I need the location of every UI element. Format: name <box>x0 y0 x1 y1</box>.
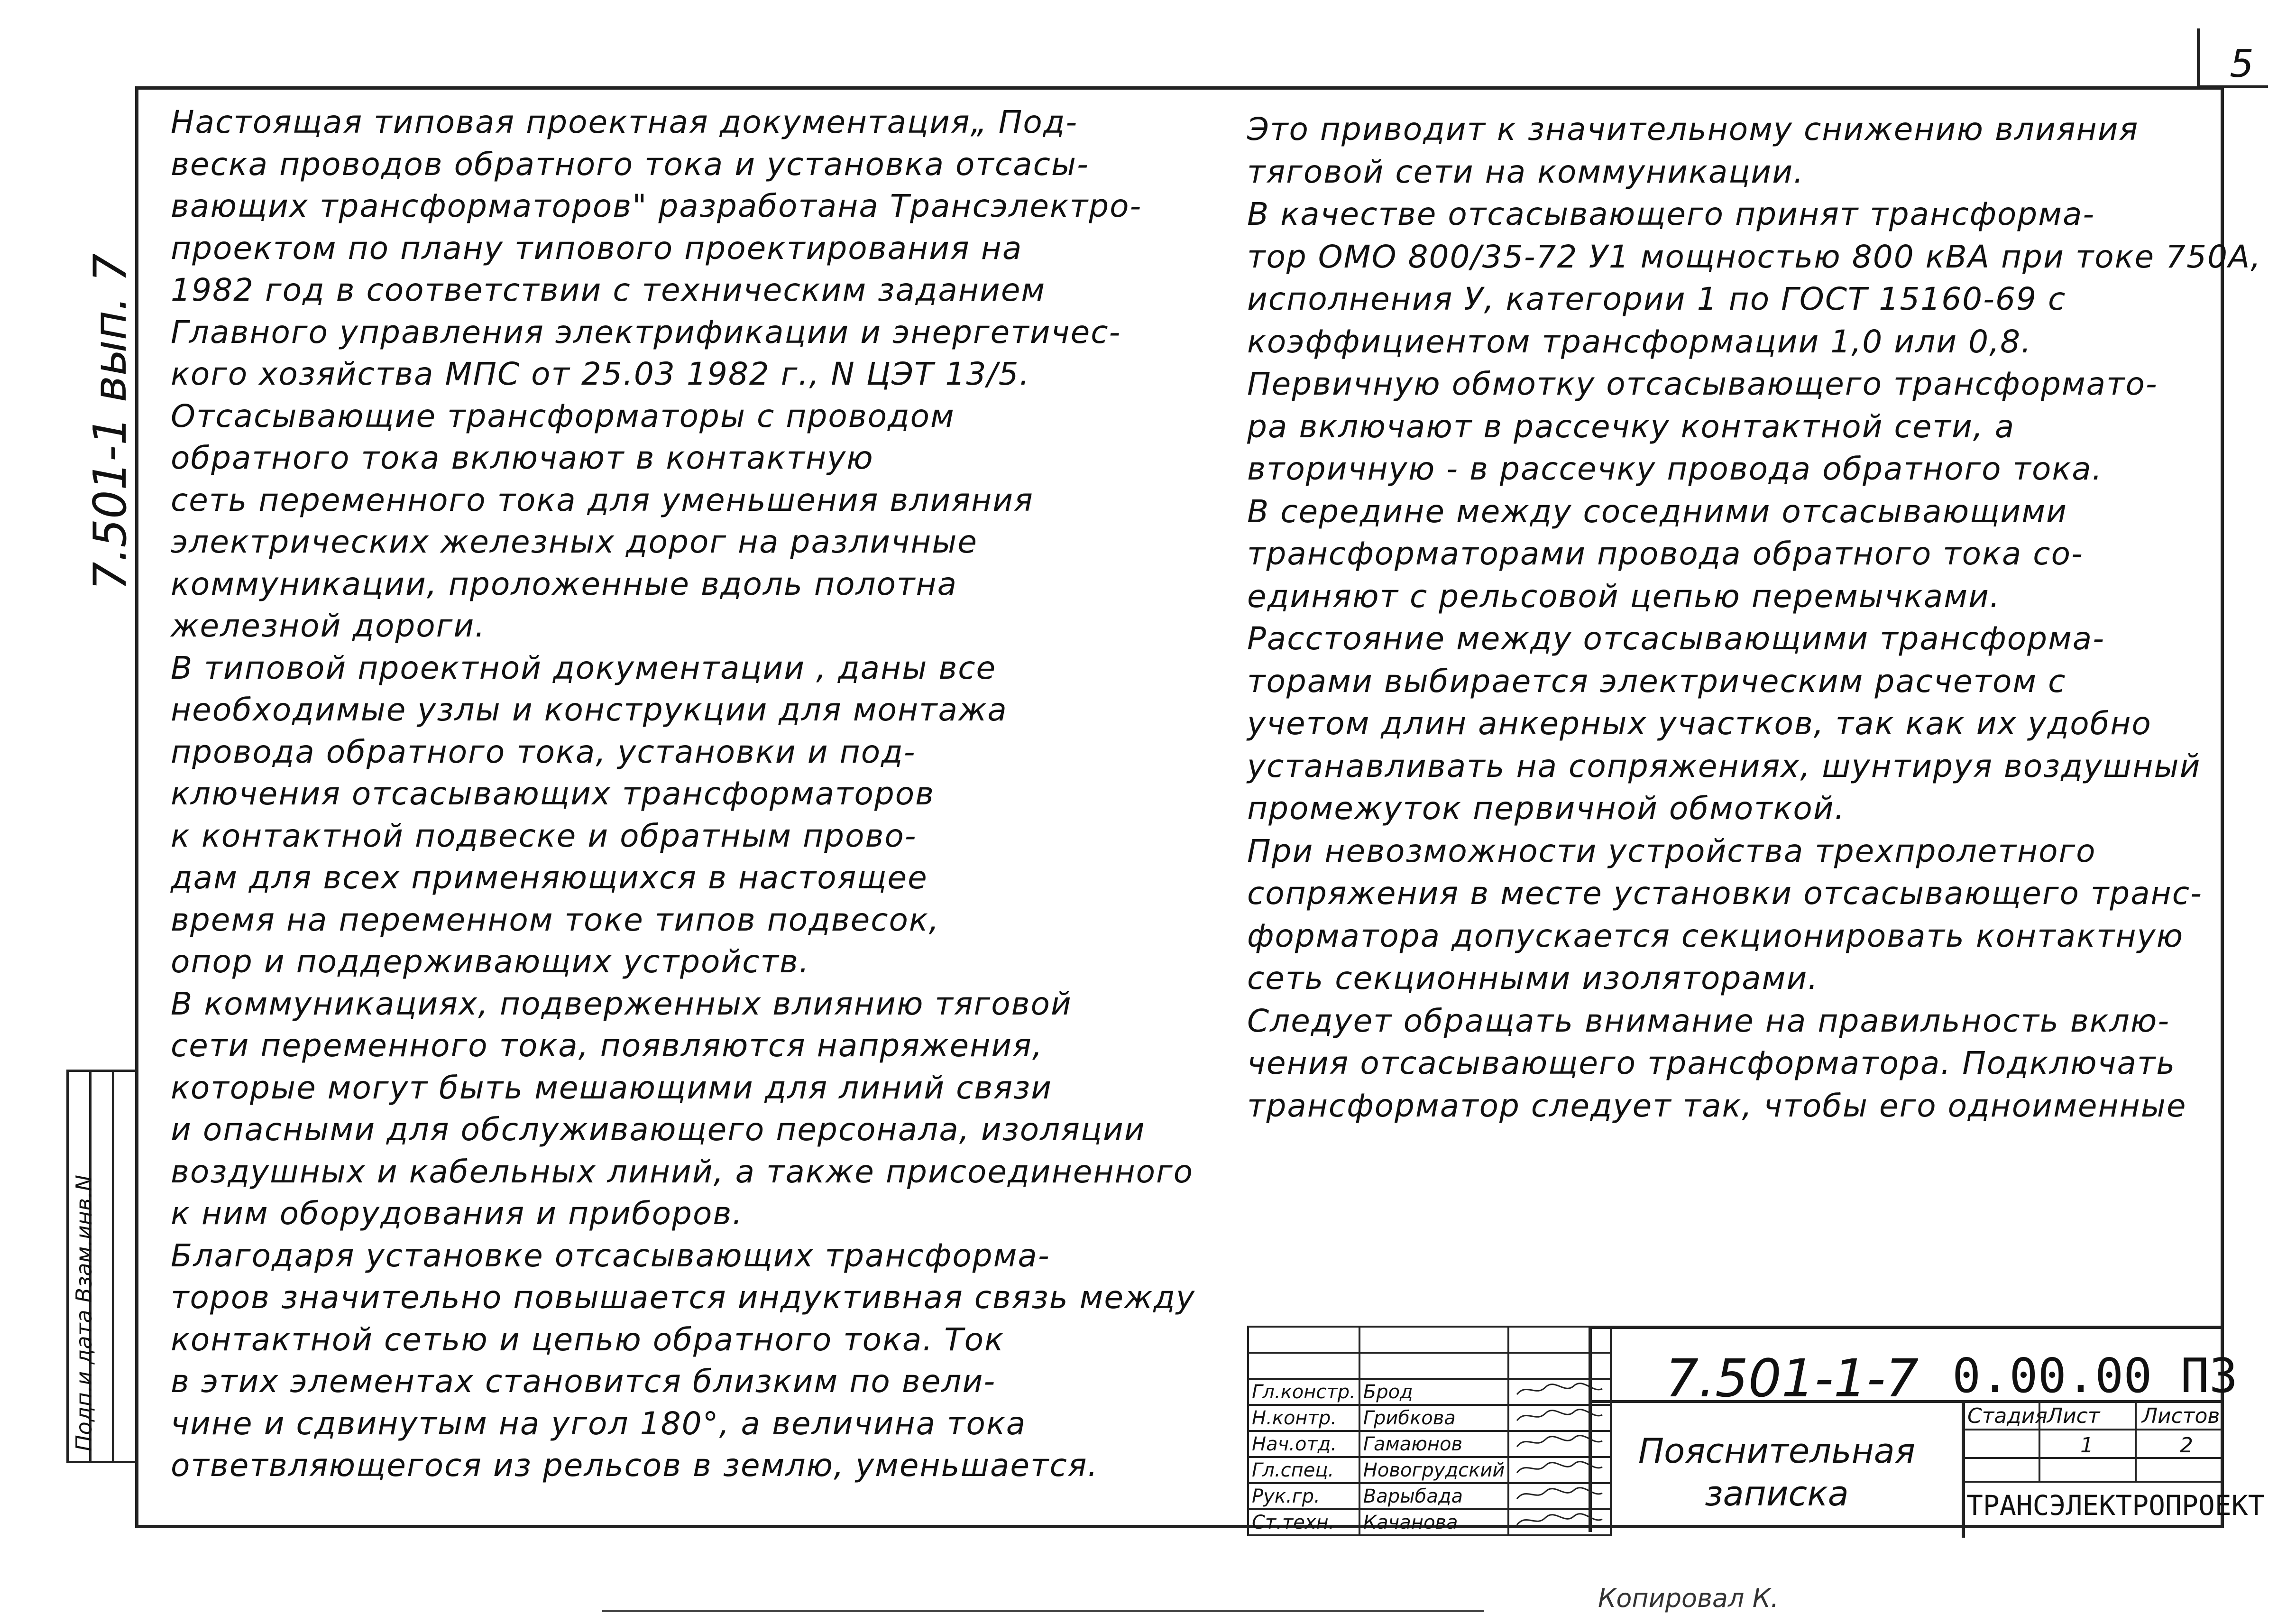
text-line: коэффициентом трансформации 1,0 или 0,8. <box>1247 323 2032 360</box>
signature-table <box>1247 1326 1612 1536</box>
text-line: Главного управления электрификации и энергетичес- <box>171 314 1121 351</box>
signature-role: Гл.констр. <box>1248 1379 1359 1405</box>
stamp-title-line2: записка <box>1705 1474 1849 1513</box>
text-line: время на переменном токе типов подвесок, <box>171 901 940 938</box>
signature-name: Качанова <box>1359 1509 1508 1535</box>
sheets-label: Листов <box>2142 1404 2220 1428</box>
stamp-signatures <box>1247 1326 1589 1532</box>
signature-row <box>1248 1379 1611 1405</box>
text-line: Расстояние между отсасывающими трансформа- <box>1247 620 2105 657</box>
margin-doc-code: 7.501-1 вып. 7 <box>84 253 137 591</box>
text-line: Это приводит к значительному снижению влияния <box>1247 111 2139 148</box>
sheets-value: 2 <box>2180 1433 2193 1458</box>
signature-row <box>1248 1431 1611 1457</box>
text-line: веска проводов обратного тока и установка отсасы- <box>171 146 1089 183</box>
sheet-value: 1 <box>2080 1433 2094 1458</box>
text-line: необходимые узлы и конструкции для монтажа <box>171 692 1008 728</box>
text-line: устанавливать на сопряжениях, шунтируя воздушный <box>1247 747 2201 784</box>
text-line: торами выбирается электрическим расчетом с <box>1247 663 2066 700</box>
signature-name: Гамаюнов <box>1359 1431 1508 1457</box>
text-line: В середине между соседними отсасывающими <box>1247 493 2067 530</box>
stamp-doc-number: 7.501-1-7 <box>1665 1348 1919 1409</box>
text-line: к ним оборудования и приборов. <box>171 1195 744 1232</box>
text-line: воздушных и кабельных линий, а также присоединенного <box>171 1153 1194 1190</box>
text-line: кого хозяйства МПС от 25.03 1982 г., N ЦЭТ 13/5. <box>171 356 1030 392</box>
text-line: обратного тока включают в контактную <box>171 440 874 476</box>
signature-role: Н.контр. <box>1248 1405 1359 1431</box>
sheet-label: Лист <box>2047 1404 2100 1428</box>
text-line: тяговой сети на коммуникации. <box>1247 153 1805 190</box>
stamp-title-block <box>1589 1326 2265 1532</box>
signature-name: Грибкова <box>1359 1405 1508 1431</box>
text-line: сопряжения в месте установки отсасывающего транс- <box>1247 875 2203 912</box>
signature-row <box>1248 1483 1611 1509</box>
text-line: сеть секционными изоляторами. <box>1247 960 1819 997</box>
page-number: 5 <box>2230 42 2254 86</box>
stamp-title-line1: Пояснительная <box>1638 1431 1916 1471</box>
text-line: 1982 год в соответствии с техническим заданием <box>171 272 1046 308</box>
text-line: и опасными для обслуживающего персонала, изоляции <box>171 1111 1146 1148</box>
text-line: промежуток первичной обмоткой. <box>1247 790 1846 827</box>
text-line: исполнения У, категории 1 по ГОСТ 15160-69 с <box>1247 281 2066 317</box>
text-line: чине и сдвинутым на угол 180°, а величина тока <box>171 1405 1027 1442</box>
text-line: опор и поддерживающих устройств. <box>171 943 810 980</box>
page-number-box <box>2197 28 2268 88</box>
text-line: которые могут быть мешающими для линий связи <box>171 1069 1053 1106</box>
text-line: В качестве отсасывающего принят трансформа- <box>1247 196 2095 232</box>
text-line: сети переменного тока, появляются напряжения, <box>171 1027 1043 1064</box>
signature-role: Гл.спец. <box>1248 1457 1359 1483</box>
text-line: трансформатор следует так, чтобы его одноименные <box>1247 1087 2187 1124</box>
signature-role: Нач.отд. <box>1248 1431 1359 1457</box>
text-line: ответвляющегося из рельсов в землю, уменьшается. <box>171 1447 1099 1484</box>
text-line: учетом длин анкерных участков, так как их удобно <box>1247 705 2152 742</box>
text-line: Благодаря установке отсасывающих трансформа- <box>171 1237 1050 1274</box>
text-line: к контактной подвеске и обратным прово- <box>171 817 917 854</box>
text-line: вающих трансформаторов" разработана Трансэлектро- <box>171 188 1142 224</box>
text-line: При невозможности устройства трехпролетного <box>1247 832 2096 869</box>
text-line: Отсасывающие трансформаторы с проводом <box>171 397 955 434</box>
signature-role: Ст.техн. <box>1248 1509 1359 1535</box>
stamp-doc-code: 0.00.00 ПЗ <box>1952 1348 2238 1403</box>
text-line: трансформаторами провода обратного тока со- <box>1247 535 2084 572</box>
signature-role: Рук.гр. <box>1248 1483 1359 1509</box>
text-line: дам для всех применяющихся в настоящее <box>171 859 928 896</box>
text-line: сеть переменного тока для уменьшения влияния <box>171 481 1034 518</box>
text-line: ключения отсасывающих трансформаторов <box>171 775 935 812</box>
text-line: Следует обращать внимание на правильность вклю- <box>1247 1002 2170 1039</box>
text-line: электрических железных дорог на различные <box>171 524 978 560</box>
text-line: в этих элементах становится близким по вели- <box>171 1363 996 1400</box>
copied-by-note: Копировал К. <box>1598 1583 1779 1613</box>
text-line: форматора допускается секционировать контактную <box>1247 917 2184 954</box>
text-line: ра включают в рассечку контактной сети, а <box>1247 408 2015 445</box>
text-line: вторичную - в рассечку провода обратного тока. <box>1247 451 2103 487</box>
text-line: железной дороги. <box>171 608 486 644</box>
text-line: В типовой проектной документации , даны все <box>171 649 997 686</box>
text-line: проектом по плану типового проектирования на <box>171 230 1023 267</box>
bottom-rule <box>602 1610 1484 1612</box>
stage-label: Стадия <box>1967 1404 2048 1428</box>
text-line: Первичную обмотку отсасывающего трансформато- <box>1247 366 2158 402</box>
signature-name: Варыбада <box>1359 1483 1508 1509</box>
signature-name: Брод <box>1359 1379 1508 1405</box>
text-line: чения отсасывающего трансформатора. Подключать <box>1247 1045 2176 1081</box>
text-line: торов значительно повышается индуктивная связь между <box>171 1279 1196 1316</box>
organization-name: ТРАНСЭЛЕКТРОПРОЕКТ <box>1966 1489 2265 1522</box>
text-line: коммуникации, проложенные вдоль полотна <box>171 565 958 602</box>
text-line: тор ОМО 800/35-72 У1 мощностью 800 кВА при токе 750А, <box>1247 238 2262 275</box>
text-line: Настоящая типовая проектная документация„ Под- <box>171 104 1078 140</box>
text-line: В коммуникациях, подверженных влиянию тяговой <box>171 985 1072 1022</box>
inventory-labels: Подп.и дата Взам.инв.N <box>71 1175 97 1451</box>
text-line: провода обратного тока, установки и под- <box>171 733 916 770</box>
signature-row <box>1248 1457 1611 1483</box>
signature-name: Новогрудский <box>1359 1457 1508 1483</box>
text-line: единяют с рельсовой цепью перемычками. <box>1247 578 2001 615</box>
text-line: контактной сетью и цепью обратного тока. Ток <box>171 1321 1004 1358</box>
signature-row <box>1248 1509 1611 1535</box>
signature-row <box>1248 1405 1611 1431</box>
